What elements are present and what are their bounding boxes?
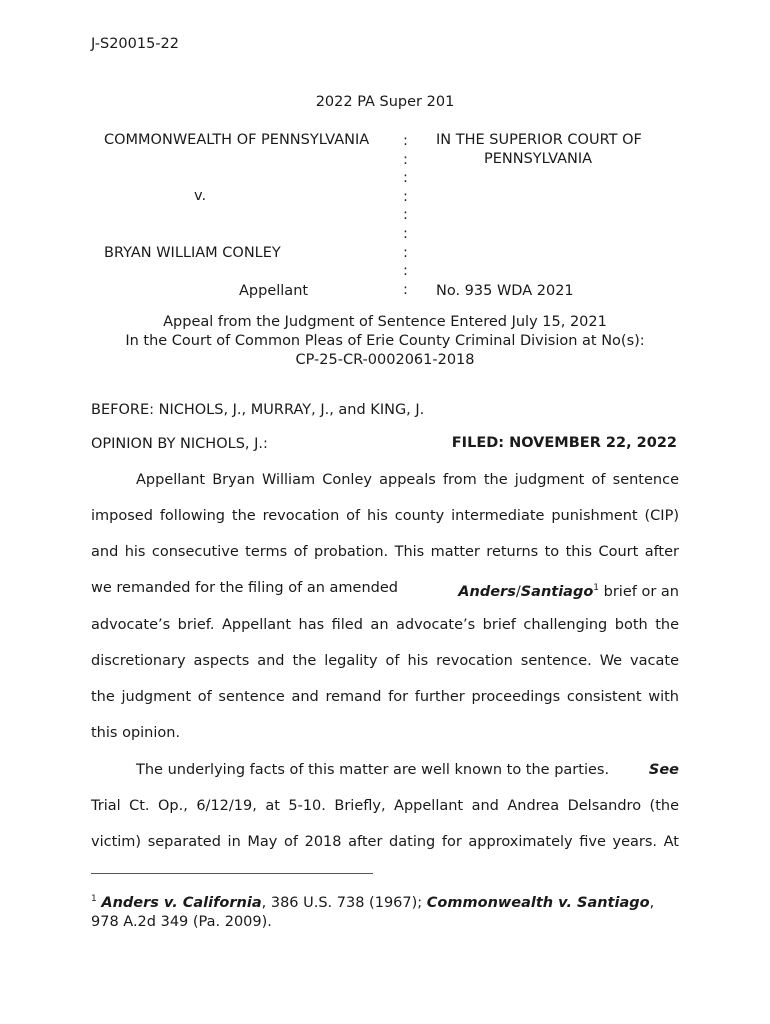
- body-line: victim) separated in May of 2018 after dating for approximately five years. At: [91, 834, 679, 850]
- court-name-line1: IN THE SUPERIOR COURT OF: [436, 132, 642, 148]
- footnote-case2: Commonwealth v. Santiago: [426, 895, 650, 911]
- body-line: discretionary aspects and the legality of his revocation sentence. We vacate: [91, 653, 679, 669]
- filed-date: FILED: NOVEMBER 22, 2022: [451, 435, 677, 451]
- footnote-marker: 1: [91, 894, 97, 904]
- docket-code: J-S20015-22: [91, 36, 180, 52]
- appeal-line2: In the Court of Common Pleas of Erie County Criminal Division at No(s):: [125, 333, 645, 349]
- body-line: Appellant Bryan William Conley appeals from the judgment of sentence: [136, 472, 679, 488]
- footnote-line1: $^1$ Anders v. California, 386 U.S. 738 (1967); Commonwealth v. Santiago,: [91, 894, 655, 911]
- appeal-line3: CP-25-CR-0002061-2018: [295, 352, 475, 368]
- right-party: BRYAN WILLIAM CONLEY: [104, 245, 281, 261]
- body-line: The underlying facts of this matter are well known to the parties. See: [136, 762, 679, 778]
- body-line: we remanded for the filing of an amended Anders/Santiago$^1$ brief or an: [91, 580, 679, 600]
- body-line: advocate’s brief. Appellant has filed an advocate’s brief challenging both the: [91, 617, 679, 633]
- body-line: imposed following the revocation of his county intermediate punishment (CIP): [91, 508, 679, 524]
- docket-number: No. 935 WDA 2021: [436, 283, 574, 299]
- citation: 2022 PA Super 201: [315, 94, 455, 110]
- court-name-line2: PENNSYLVANIA: [484, 151, 593, 167]
- body-line: and his consecutive terms of probation. This matter returns to this Court after: [91, 544, 679, 560]
- body-line: Trial Ct. Op., 6/12/19, at 5-10. Briefly, Appellant and Andrea Delsandro (the: [91, 798, 679, 814]
- caption-divider: : : : : : : : : :: [403, 133, 408, 298]
- case-name-anders: Anders: [458, 584, 516, 600]
- body-line: the judgment of sentence and remand for further proceedings consistent with: [91, 689, 679, 705]
- appellant-role: Appellant: [239, 283, 309, 299]
- left-party: COMMONWEALTH OF PENNSYLVANIA: [104, 132, 370, 148]
- footnote-ref: 1: [593, 583, 600, 593]
- footnote-rule: [91, 873, 373, 874]
- versus: v.: [194, 188, 207, 204]
- body-line: this opinion.: [91, 725, 181, 741]
- footnote-case1: Anders v. California: [101, 895, 262, 911]
- footnote-line2: 978 A.2d 349 (Pa. 2009).: [91, 914, 272, 930]
- signal-see: See: [648, 762, 679, 778]
- appeal-line1: Appeal from the Judgment of Sentence Entered July 15, 2021: [163, 314, 607, 330]
- panel-before: BEFORE: NICHOLS, J., MURRAY, J., and KING, J.: [91, 402, 425, 418]
- opinion-by: OPINION BY NICHOLS, J.:: [91, 436, 268, 452]
- case-name-santiago: Santiago: [520, 584, 594, 600]
